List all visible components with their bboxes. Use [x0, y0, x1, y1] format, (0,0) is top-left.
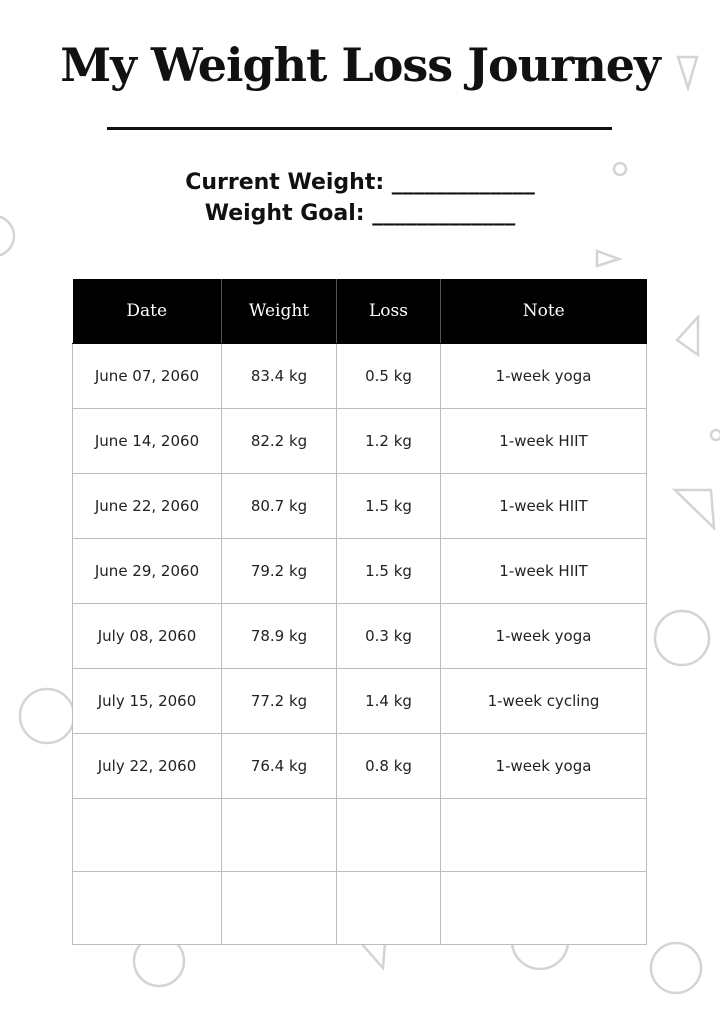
- cell-date: [73, 872, 222, 945]
- cell-loss: 0.5 kg: [337, 344, 441, 409]
- cell-loss: 0.3 kg: [337, 604, 441, 669]
- cell-date: June 22, 2060: [73, 474, 222, 539]
- table-row: [73, 539, 647, 604]
- decor-triangle-right: [677, 317, 698, 355]
- cell-loss: [337, 799, 441, 872]
- cell-date: June 29, 2060: [73, 539, 222, 604]
- cell-note: [441, 799, 647, 872]
- current-weight-field: Current Weight: _____________: [185, 170, 535, 195]
- cell-weight: 83.4 kg: [222, 344, 337, 409]
- cell-note: 1-week HIIT: [441, 409, 647, 474]
- cell-date: July 15, 2060: [73, 669, 222, 734]
- cell-note: 1-week yoga: [441, 734, 647, 799]
- cell-weight: 82.2 kg: [222, 409, 337, 474]
- cell-date: [73, 799, 222, 872]
- decor-circle-right-edge: [711, 430, 720, 440]
- cell-note: 1-week yoga: [441, 604, 647, 669]
- decor-triangle-small: [597, 251, 619, 266]
- table-row: [73, 344, 647, 409]
- header-loss: Loss: [337, 279, 441, 344]
- table-row: [73, 734, 647, 799]
- table-row-empty: [73, 872, 647, 945]
- cell-note: 1-week yoga: [441, 344, 647, 409]
- cell-note: 1-week HIIT: [441, 539, 647, 604]
- table-row: [73, 409, 647, 474]
- table-row: [73, 604, 647, 669]
- table-row: [73, 474, 647, 539]
- decor-circle-large-right: [655, 611, 709, 665]
- cell-date: June 14, 2060: [73, 409, 222, 474]
- table-row-empty: [73, 799, 647, 872]
- cell-weight: [222, 872, 337, 945]
- cell-date: June 07, 2060: [73, 344, 222, 409]
- cell-weight: 79.2 kg: [222, 539, 337, 604]
- decor-triangle-right-lower: [675, 490, 714, 528]
- header-note: Note: [441, 279, 647, 344]
- cell-date: July 08, 2060: [73, 604, 222, 669]
- cell-loss: 1.5 kg: [337, 474, 441, 539]
- decor-triangle-bottom: [360, 942, 385, 968]
- cell-weight: 80.7 kg: [222, 474, 337, 539]
- cell-weight: 78.9 kg: [222, 604, 337, 669]
- cell-loss: 0.8 kg: [337, 734, 441, 799]
- header-weight: Weight: [222, 279, 337, 344]
- cell-loss: [337, 872, 441, 945]
- cell-loss: 1.2 kg: [337, 409, 441, 474]
- cell-note: [441, 872, 647, 945]
- cell-weight: 76.4 kg: [222, 734, 337, 799]
- cell-loss: 1.4 kg: [337, 669, 441, 734]
- cell-loss: 1.5 kg: [337, 539, 441, 604]
- cell-note: 1-week cycling: [441, 669, 647, 734]
- cell-weight: [222, 799, 337, 872]
- title-underline: [107, 127, 612, 130]
- cell-weight: 77.2 kg: [222, 669, 337, 734]
- weight-log-table: [72, 279, 647, 945]
- page-title: My Weight Loss Journey: [60, 38, 660, 92]
- header-date: Date: [73, 279, 222, 344]
- decor-circle-large-left: [20, 689, 74, 743]
- table-header-row: [73, 279, 647, 344]
- weight-goal-field: Weight Goal: _____________: [204, 201, 516, 226]
- decor-circle-bottom-right: [651, 943, 701, 993]
- table-row: [73, 669, 647, 734]
- cell-note: 1-week HIIT: [441, 474, 647, 539]
- cell-date: July 22, 2060: [73, 734, 222, 799]
